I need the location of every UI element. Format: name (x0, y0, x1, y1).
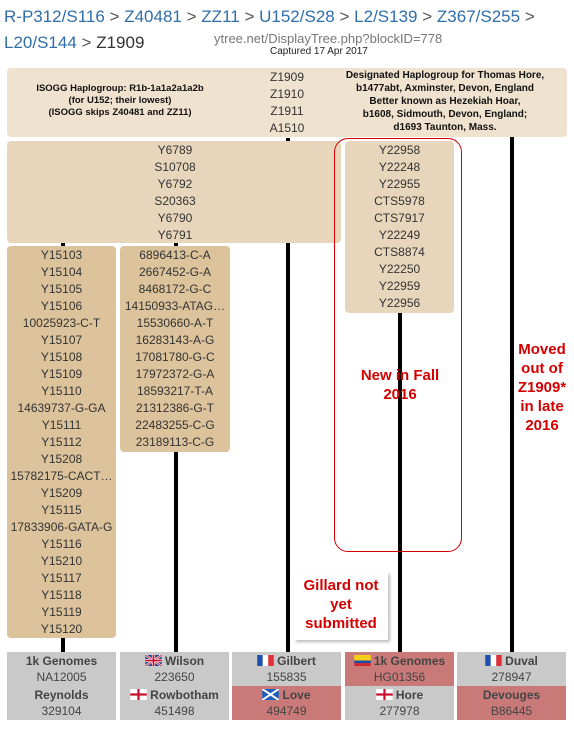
france-flag-icon (257, 655, 274, 666)
source-url: ytree.net/DisplayTree.php?blockID=778 (214, 31, 443, 46)
colombia-flag-icon (354, 655, 371, 666)
snp-label: 10025923-C-T (22, 316, 101, 330)
snp-label: Y22248 (378, 160, 421, 174)
new-in-fall-note: New in Fall 2016 (360, 367, 440, 403)
kit-card[interactable] (345, 652, 454, 720)
kit-name: Rowbotham (150, 688, 219, 702)
kit-id: 223650 (154, 670, 195, 684)
kit-card[interactable] (120, 652, 229, 720)
breadcrumb-separator: > (339, 7, 350, 26)
kit-top-cell[interactable] (7, 652, 116, 686)
kit-name: Gilbert (277, 654, 316, 668)
breadcrumb-current: Z1909 (96, 33, 145, 52)
snp-label: 14150933-ATAG… (124, 299, 226, 313)
snp-label: Z1911 (270, 104, 304, 118)
kit-name-row (457, 653, 566, 669)
snp-label: 17833906-GATA-G (10, 520, 113, 534)
kit-top-cell[interactable] (457, 652, 566, 686)
snp-label: 14639737-G-GA (17, 401, 106, 415)
kit-name: Duval (505, 654, 538, 668)
kit-name: 1k Genomes (25, 654, 98, 668)
y15103-snp-list (7, 247, 116, 638)
scotland-flag-icon (262, 689, 279, 700)
snp-label: 17081780-G-C (135, 350, 215, 364)
snp-label: 23189113-C-G (135, 435, 215, 449)
kit-id: 451498 (154, 704, 195, 718)
snp-label: Y15112 (41, 435, 82, 449)
kit-bottom-cell[interactable] (232, 686, 341, 720)
snp-label: Y15106 (40, 299, 83, 313)
kit-name: Hore (395, 688, 424, 702)
kit-name: Wilson (164, 654, 205, 668)
uk-flag-icon (145, 655, 162, 666)
snp-label: 17972372-G-A (135, 367, 215, 381)
snp-label: Y22956 (378, 296, 421, 310)
kit-card[interactable] (7, 652, 116, 720)
breadcrumb-separator: > (524, 7, 535, 26)
snp-label: Y15209 (40, 486, 83, 500)
snp-label: Y15103 (40, 248, 83, 262)
snp-label: Y15115 (41, 503, 82, 517)
kit-name-row (345, 687, 454, 703)
new-branch-highlight (334, 138, 462, 552)
kit-card[interactable] (457, 652, 566, 720)
snp-label: 15782175-CACT… (10, 469, 113, 483)
isogg-note-line: ISOGG Haplogroup: R1b-1a1a2a1a2b (36, 83, 204, 94)
haplogroup-note-line: b1477abt, Axminster, Devon, England (355, 83, 534, 94)
isogg-note (20, 83, 220, 119)
snp-label: 16283143-A-G (135, 333, 215, 347)
snp-label: Y6792 (157, 177, 193, 191)
france-flag-icon (485, 655, 502, 666)
gillard-note: Gillard not yet submitted (294, 572, 388, 640)
z1909-snp-list (250, 69, 324, 137)
breadcrumb-separator: > (422, 7, 433, 26)
snp-label: Y15208 (40, 452, 83, 466)
kit-id: 155835 (266, 670, 307, 684)
kit-id: HG01356 (373, 670, 426, 684)
snp-label: 2667452-G-A (138, 265, 212, 279)
breadcrumb-separator: > (186, 7, 197, 26)
snp-label: 22483255-C-G (135, 418, 215, 432)
breadcrumb-link-l2[interactable]: L2/S139 (354, 7, 418, 26)
designated-haplogroup-note (326, 69, 564, 134)
snp-label: Y22959 (378, 279, 421, 293)
breadcrumb-separator: > (244, 7, 255, 26)
breadcrumb-separator: > (109, 7, 120, 26)
snp-label: S10708 (154, 160, 196, 174)
kit-name: 1k Genomes (373, 654, 446, 668)
kit-top-cell[interactable] (345, 652, 454, 686)
haplogroup-note-line: Designated Haplogroup for Thomas Hore, (345, 70, 545, 81)
snp-label: Y15210 (40, 554, 83, 568)
snp-label: Y6791 (157, 228, 193, 242)
kit-id: 329104 (41, 704, 82, 718)
kit-bottom-cell[interactable] (457, 686, 566, 720)
kit-top-cell[interactable] (232, 652, 341, 686)
snp-label: Y22249 (378, 228, 421, 242)
isogg-note-line: (ISOGG skips Z40481 and ZZ11) (48, 107, 192, 118)
kit-id: 277978 (379, 704, 420, 718)
snp-label: Y15119 (41, 605, 82, 619)
kit-bottom-cell[interactable] (120, 686, 229, 720)
kit-name-row (120, 687, 229, 703)
kit-name: Reynolds (34, 688, 89, 702)
haplogroup-note-line: d1693 Taunton, Mass. (393, 122, 497, 133)
snp-label: 8468172-G-C (138, 282, 212, 296)
kit-id: NA12005 (36, 670, 87, 684)
snp-label: 21312386-G-T (135, 401, 215, 415)
kit-name-row (232, 653, 341, 669)
breadcrumb-link-z40481[interactable]: Z40481 (124, 7, 182, 26)
snp-label: Y15116 (41, 537, 82, 551)
kit-card[interactable] (232, 652, 341, 720)
kit-name-row (232, 687, 341, 703)
snp-label: Y22955 (378, 177, 421, 191)
snp-label: 18593217-T-A (136, 384, 214, 398)
snp-label: 15530660-A-T (136, 316, 214, 330)
kit-top-cell[interactable] (120, 652, 229, 686)
kit-bottom-cell[interactable] (7, 686, 116, 720)
snp-label: S20363 (154, 194, 196, 208)
snp-label: Y15105 (40, 282, 83, 296)
snp-label: Z1910 (269, 87, 305, 101)
breadcrumb-link-z367[interactable]: Z367/S255 (436, 7, 521, 26)
kit-bottom-cell[interactable] (345, 686, 454, 720)
snp-label: Y15108 (40, 350, 83, 364)
snp-label: Y15104 (40, 265, 83, 279)
snp-label: A1510 (269, 121, 305, 135)
england-flag-icon (376, 689, 393, 700)
snp-label: Y15117 (41, 571, 82, 585)
snp-label: Y15110 (41, 384, 82, 398)
moved-out-note: Moved out of Z1909* in late 2016 (517, 341, 567, 434)
snp-label: 6896413-C-A (139, 248, 211, 262)
kit-name: Devouges (482, 688, 541, 702)
capture-date: Captured 17 Apr 2017 (270, 46, 368, 57)
kit-id: 494749 (266, 704, 307, 718)
breadcrumb-link-l20[interactable]: L20/S144 (4, 33, 77, 52)
breadcrumb-link-zz11[interactable]: ZZ11 (201, 7, 240, 26)
snp-label: CTS7917 (374, 211, 425, 225)
snp-label: Y15118 (41, 588, 82, 602)
snp-label: Y15111 (41, 418, 82, 432)
england-flag-icon (130, 689, 147, 700)
kit-name: Love (282, 688, 311, 702)
breadcrumb-link-u152[interactable]: U152/S28 (259, 7, 335, 26)
isogg-note-line: (for U152; their lowest) (68, 95, 172, 106)
snp-label: CTS8874 (374, 245, 425, 259)
kit-name-row (345, 653, 454, 669)
haplogroup-note-line: Better known as Hezekiah Hoar, (369, 96, 521, 107)
snp-label: CTS5978 (374, 194, 425, 208)
y6789-snp-list (120, 142, 230, 244)
snp-label: Y15107 (40, 333, 83, 347)
snp-label: Y6789 (157, 143, 193, 157)
breadcrumb-link-r-p312[interactable]: R-P312/S116 (4, 7, 105, 26)
snp-label: Y15120 (40, 622, 83, 636)
breadcrumb-separator: > (81, 33, 92, 52)
kit-id: B86445 (490, 704, 533, 718)
snp-label: Y6790 (157, 211, 193, 225)
snp-label: Y15109 (40, 367, 83, 381)
snp-label: Z1909 (269, 70, 305, 84)
haplogroup-note-line: b1608, Sidmouth, Devon, England; (362, 109, 528, 120)
indel-snp-list (120, 247, 230, 451)
kit-name-row (120, 653, 229, 669)
snp-label: Y22250 (378, 262, 421, 276)
kit-id: 278947 (491, 670, 532, 684)
snp-label: Y22958 (378, 143, 421, 157)
